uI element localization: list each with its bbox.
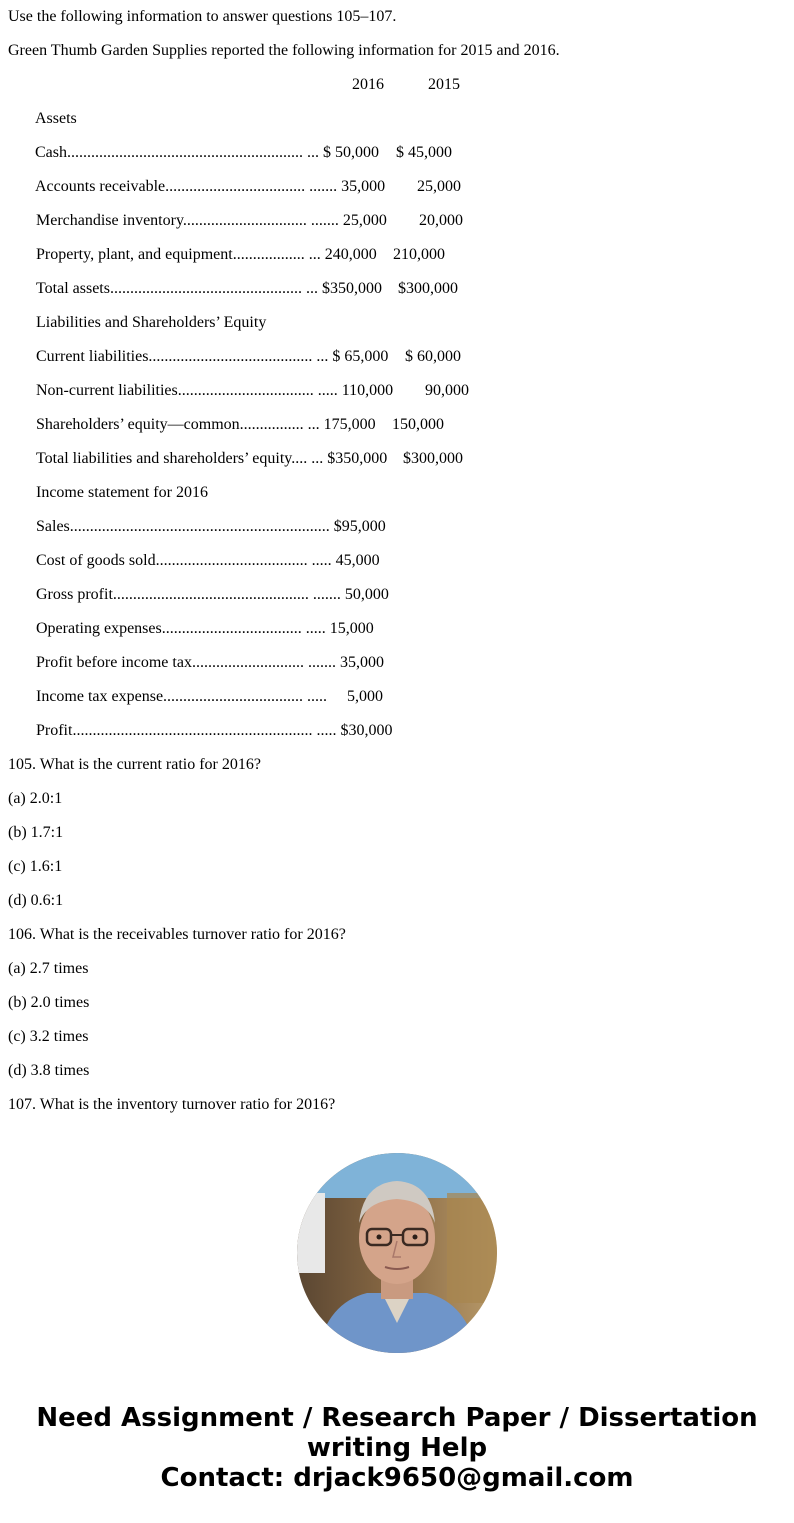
footer-line-2: writing Help — [306, 1433, 488, 1463]
row-cost-of-goods-sold: Cost of goods sold...................................... ..... 45,000 — [36, 552, 380, 569]
avatar — [297, 1153, 497, 1353]
column-2016: 2016 — [352, 76, 384, 93]
option-105-a: (a) 2.0:1 — [8, 790, 63, 807]
row-shareholders-equity: Shareholders’ equity—common................ ... 175,000 — [36, 416, 376, 433]
income-statement-heading: Income statement for 2016 — [36, 484, 208, 501]
option-106-c: (c) 3.2 times — [8, 1028, 89, 1045]
liabilities-heading: Liabilities and Shareholders’ Equity — [36, 314, 267, 331]
option-105-d: (d) 0.6:1 — [8, 892, 64, 909]
row-cash: Cash........................................................... ... $ 50,000 — [35, 144, 379, 161]
footer-contact: Contact: drjack9650@gmail.com — [160, 1463, 634, 1493]
row-sales: Sales................................................................. $95,000 — [36, 518, 386, 535]
intro-line-1: Use the following information to answer questions 105–107. — [8, 8, 397, 25]
row-current-liabilities: Current liabilities......................................... ... $ 65,000 — [36, 348, 389, 365]
option-106-d: (d) 3.8 times — [8, 1062, 90, 1079]
footer-promo — [0, 1403, 794, 1493]
option-105-c: (c) 1.6:1 — [8, 858, 63, 875]
row-shareholders-equity-2015: 150,000 — [392, 416, 444, 433]
column-2015: 2015 — [428, 76, 460, 93]
row-gross-profit: Gross profit................................................. ....... 50,000 — [36, 586, 389, 603]
row-ppe: Property, plant, and equipment.................. ... 240,000 — [36, 246, 377, 263]
row-total-liabilities-equity: Total liabilities and shareholders’ equity.... ... $350,000 — [36, 450, 388, 467]
question-107: 107. What is the inventory turnover ratio for 2016? — [8, 1096, 336, 1113]
avatar-portrait-image — [297, 1153, 497, 1353]
row-non-current-liabilities: Non-current liabilities.................................. ..... 110,000 — [36, 382, 394, 399]
option-105-b: (b) 1.7:1 — [8, 824, 64, 841]
row-ppe-2015: 210,000 — [393, 246, 445, 263]
row-merchandise-inventory: Merchandise inventory............................... ....... 25,000 — [36, 212, 387, 229]
row-merchandise-inventory-2015: 20,000 — [419, 212, 463, 229]
row-total-liabilities-equity-2015: $300,000 — [403, 450, 463, 467]
row-operating-expenses: Operating expenses................................... ..... 15,000 — [36, 620, 374, 637]
row-non-current-liabilities-2015: 90,000 — [425, 382, 469, 399]
row-profit: Profit............................................................ ..... $30,000 — [36, 722, 393, 739]
intro-line-2: Green Thumb Garden Supplies reported the following information for 2015 and 2016. — [8, 42, 560, 59]
row-accounts-receivable: Accounts receivable................................... ....... 35,000 — [35, 178, 386, 195]
row-cash-2015: $ 45,000 — [396, 144, 452, 161]
question-105: 105. What is the current ratio for 2016? — [8, 756, 261, 773]
option-106-b: (b) 2.0 times — [8, 994, 90, 1011]
footer-line-1: Need Assignment / Research Paper / Dissertation — [36, 1403, 758, 1433]
row-income-tax-expense: Income tax expense................................... ..... 5,000 — [36, 688, 384, 705]
assets-heading: Assets — [35, 110, 77, 127]
row-current-liabilities-2015: $ 60,000 — [405, 348, 461, 365]
option-106-a: (a) 2.7 times — [8, 960, 89, 977]
row-accounts-receivable-2015: 25,000 — [417, 178, 461, 195]
row-total-assets: Total assets................................................ ... $350,000 — [36, 280, 382, 297]
question-106: 106. What is the receivables turnover ratio for 2016? — [8, 926, 346, 943]
row-total-assets-2015: $300,000 — [398, 280, 458, 297]
row-profit-before-tax: Profit before income tax............................ ....... 35,000 — [36, 654, 384, 671]
